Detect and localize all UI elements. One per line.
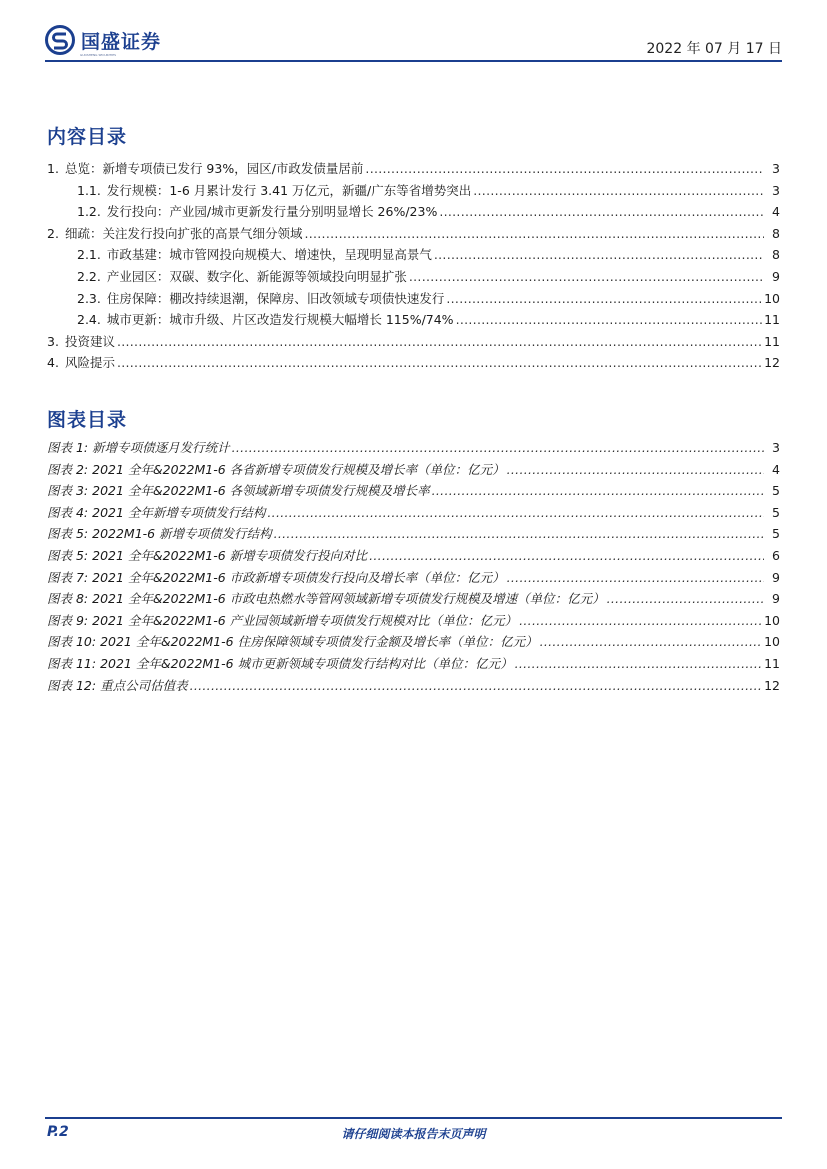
toc-entry-number: 1. <box>47 161 59 176</box>
figure-leader-dots <box>540 634 763 649</box>
figure-leader-dots <box>267 505 764 520</box>
guosheng-logo-icon <box>45 25 75 55</box>
toc-entry-title: 产业园区：双碳、数字化、新能源等领域投向明显扩张 <box>106 268 407 284</box>
figure-entry-title: 图表 1: 新增专项债逐月发行统计 <box>47 440 230 455</box>
figure-entry-page: 10 <box>764 612 780 628</box>
figure-leader-dots <box>274 526 764 541</box>
footer-divider <box>45 1117 782 1119</box>
figure-entry-title: 图表 12: 重点公司估值表 <box>47 677 188 693</box>
toc-entry[interactable] <box>47 289 780 311</box>
toc-entry[interactable] <box>47 267 780 289</box>
figure-entry-title: 图表 5: 2022M1-6 新增专项债发行结构 <box>47 526 272 542</box>
figure-entry[interactable] <box>47 676 780 698</box>
toc-entry-number: 1.1. <box>77 182 101 198</box>
toc-entry-page: 3 <box>772 161 780 176</box>
figure-entry-title: 图表 11: 2021 全年&2022M1-6 城市更新领域专项债发行结构对比（单位：亿元） <box>47 655 513 671</box>
figure-entry[interactable] <box>47 438 780 460</box>
toc-entry-number: 2.3. <box>77 290 101 306</box>
toc-entry[interactable] <box>47 202 780 224</box>
figure-entry-page: 5 <box>772 483 780 499</box>
page-number: P.2 <box>47 1124 69 1140</box>
figure-entry-title: 图表 5: 2021 全年&2022M1-6 新增专项债发行投向对比 <box>47 547 368 563</box>
toc-entry-number: 2.4. <box>77 312 101 328</box>
figure-entry-page: 10 <box>764 634 780 650</box>
toc-entry-title: 市政基建：城市管网投向规模大、增速快，呈现明显高景气 <box>106 247 432 263</box>
disclaimer-note: 请仔细阅读本报告末页声明 <box>341 1127 486 1141</box>
figure-entry-title: 图表 10: 2021 全年&2022M1-6 住房保障领域专项债发行金额及增长率（单位：亿元） <box>47 634 538 650</box>
toc-entry-page: 11 <box>764 312 780 328</box>
figure-entry-title: 图表 9: 2021 全年&2022M1-6 产业园领域新增专项债发行规模对比（单位：亿元） <box>47 612 518 628</box>
figure-entry[interactable] <box>47 481 780 503</box>
figure-entry-title: 图表 8: 2021 全年&2022M1-6 市政电热燃水等管网领域新增专项债发行规模及增速（单位：亿元） <box>47 591 605 607</box>
figure-entry-page: 12 <box>764 677 780 693</box>
contents-list <box>47 159 780 375</box>
toc-entry[interactable] <box>47 332 780 354</box>
toc-entry[interactable] <box>47 353 780 375</box>
toc-entry-title: 住房保障：棚改持续退潮，保障房、旧改领域专项债快速发行 <box>106 290 445 306</box>
toc-entry[interactable] <box>47 245 780 267</box>
toc-entry[interactable] <box>47 181 780 203</box>
toc-entry-number: 1.2. <box>77 204 101 220</box>
figure-leader-dots <box>369 548 764 563</box>
contents-title: 内容目录 <box>47 126 128 148</box>
header-divider <box>45 60 782 62</box>
figure-entry[interactable] <box>47 503 780 525</box>
toc-leader-dots <box>446 291 762 306</box>
toc-leader-dots <box>473 183 764 198</box>
toc-entry[interactable] <box>47 224 780 246</box>
toc-leader-dots <box>434 247 764 262</box>
toc-entry-page: 12 <box>764 355 780 371</box>
toc-entry-number: 2.2. <box>77 268 101 284</box>
toc-leader-dots <box>439 204 764 219</box>
toc-leader-dots <box>117 334 762 349</box>
figure-leader-dots <box>607 591 764 606</box>
figures-list <box>47 438 780 697</box>
figure-entry[interactable] <box>47 632 780 654</box>
toc-entry-number: 2.1. <box>77 247 101 263</box>
figure-leader-dots <box>190 678 763 693</box>
toc-entry-title: 城市更新：城市升级、片区改造发行规模大幅增长 115%/74% <box>106 312 454 328</box>
figure-leader-dots <box>232 440 764 455</box>
figure-leader-dots <box>515 656 763 671</box>
figure-entry-title: 图表 4: 2021 全年新增专项债发行结构 <box>47 504 266 520</box>
figure-entry-page: 4 <box>772 461 780 477</box>
figure-entry-title: 图表 3: 2021 全年&2022M1-6 各领域新增专项债发行规模及增长率 <box>47 483 430 499</box>
logo-subtext: GUOSHENG SECURITIES <box>80 53 117 57</box>
toc-leader-dots <box>456 312 763 327</box>
toc-entry-page: 8 <box>772 247 780 263</box>
figure-leader-dots <box>507 570 764 585</box>
toc-entry-page: 4 <box>772 204 780 220</box>
figure-entry-page: 11 <box>764 655 780 671</box>
page-header <box>45 25 782 61</box>
toc-entry[interactable] <box>47 159 780 181</box>
figure-entry[interactable] <box>47 589 780 611</box>
figures-title: 图表目录 <box>47 409 128 431</box>
toc-entry-title: 细疏：关注发行投向扩张的高景气细分领域 <box>64 225 303 241</box>
toc-leader-dots <box>365 161 764 176</box>
toc-entry-title: 风险提示 <box>64 355 115 371</box>
figure-entry-page: 5 <box>772 526 780 542</box>
toc-entry-page: 3 <box>772 182 780 198</box>
figure-entry[interactable] <box>47 568 780 590</box>
toc-entry-title: 发行投向：产业园/城市更新发行量分别明显增长 26%/23% <box>106 204 438 220</box>
toc-entry-page: 11 <box>764 333 780 349</box>
figure-leader-dots <box>507 462 764 477</box>
figure-entry-title: 图表 7: 2021 全年&2022M1-6 市政新增专项债发行投向及增长率（单位：亿元） <box>47 569 505 585</box>
figure-entry-title: 图表 2: 2021 全年&2022M1-6 各省新增专项债发行规模及增长率（单位：亿元） <box>47 461 505 477</box>
figure-entry-page: 9 <box>772 569 780 585</box>
figure-leader-dots <box>432 483 764 498</box>
toc-leader-dots <box>117 355 762 370</box>
figure-entry[interactable] <box>47 611 780 633</box>
toc-leader-dots <box>409 269 764 284</box>
toc-entry-page: 9 <box>772 268 780 284</box>
toc-entry-title: 总览：新增专项债已发行 93%，园区/市政发债量居前 <box>64 161 364 176</box>
toc-entry-page: 8 <box>772 225 780 241</box>
toc-leader-dots <box>304 226 764 241</box>
figure-entry-page: 5 <box>772 504 780 520</box>
toc-entry-number: 2. <box>47 225 59 241</box>
toc-entry-page: 10 <box>764 290 780 306</box>
figure-leader-dots <box>519 613 762 628</box>
toc-entry-title: 投资建议 <box>64 333 115 349</box>
figure-entry[interactable] <box>47 460 780 482</box>
figure-entry[interactable] <box>47 546 780 568</box>
report-date: 2022 年 07 月 17 日 <box>646 41 782 57</box>
toc-entry-number: 4. <box>47 355 59 371</box>
company-logo <box>45 25 161 55</box>
figure-entry[interactable] <box>47 524 780 546</box>
toc-entry-number: 3. <box>47 333 59 349</box>
toc-entry-title: 发行规模：1-6 月累计发行 3.41 万亿元，新疆/广东等省增势突出 <box>106 182 472 198</box>
toc-entry[interactable] <box>47 310 780 332</box>
figure-entry-page: 9 <box>772 591 780 607</box>
figure-entry-page: 6 <box>772 547 780 563</box>
logo-text: 国盛证券 <box>81 30 162 53</box>
figure-entry-page: 3 <box>772 440 780 455</box>
figure-entry[interactable] <box>47 654 780 676</box>
